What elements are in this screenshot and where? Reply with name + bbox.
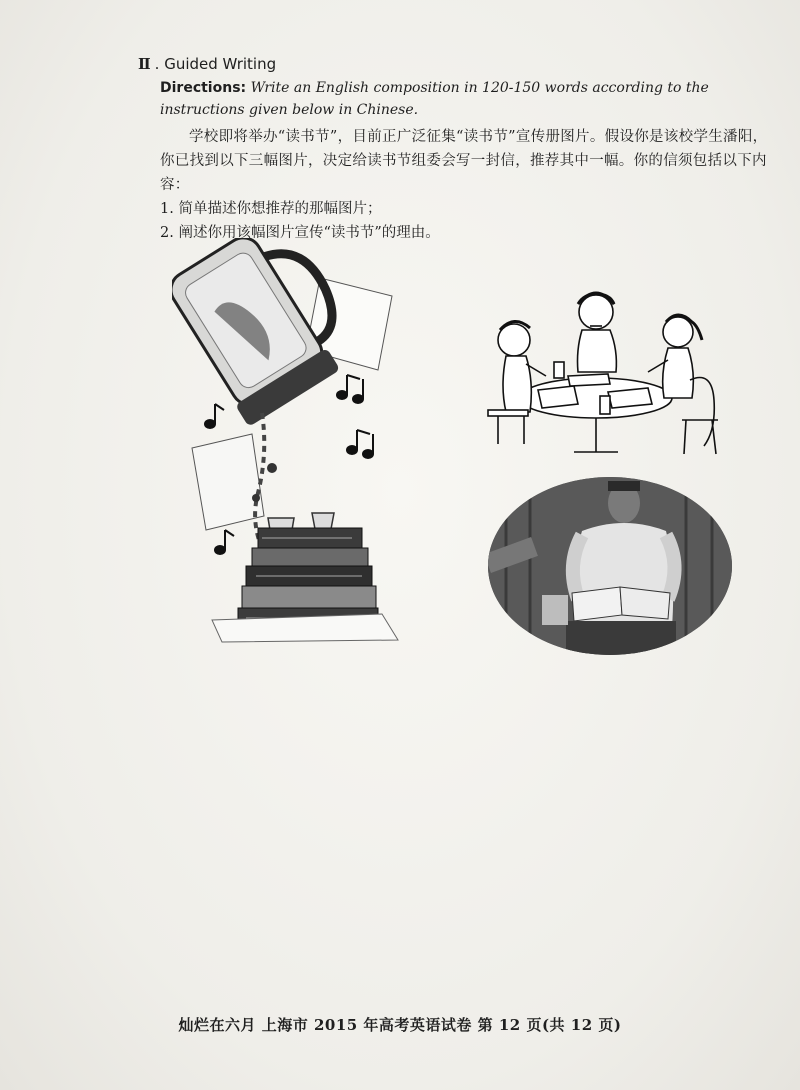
instruction-item-2: 2. 阐述你用该幅图片宣传“读书节”的理由。 xyxy=(160,225,440,241)
question-block xyxy=(138,55,780,245)
section-number: Ⅱ xyxy=(138,55,151,73)
page-footer: 灿烂在六月 上海市 2015 年高考英语试卷 第 12 页(共 12 页) xyxy=(178,1016,622,1034)
directions xyxy=(160,77,780,121)
picture-man-reading xyxy=(486,475,734,657)
section-separator: . xyxy=(154,55,160,73)
instruction-item-1: 1. 简单描述你想推荐的那幅图片； xyxy=(160,201,382,217)
directions-label: Directions: xyxy=(160,80,247,96)
picture-jar-books xyxy=(172,238,402,643)
section-title: Guided Writing xyxy=(164,55,277,73)
directions-text: Write an English composition in 120-150 words according to the instructions given below in Chinese. xyxy=(160,80,709,118)
instructions-intro: 学校即将举办“读书节”，目前正广泛征集“读书节”宣传册图片。假设你是该校学生潘阳，你已找到以下三幅图片，决定给读书节组委会写一封信，推荐其中一幅。你的信须包括以下内容： xyxy=(160,129,768,193)
section-heading xyxy=(138,55,780,73)
picture-students-discussion xyxy=(478,280,738,460)
